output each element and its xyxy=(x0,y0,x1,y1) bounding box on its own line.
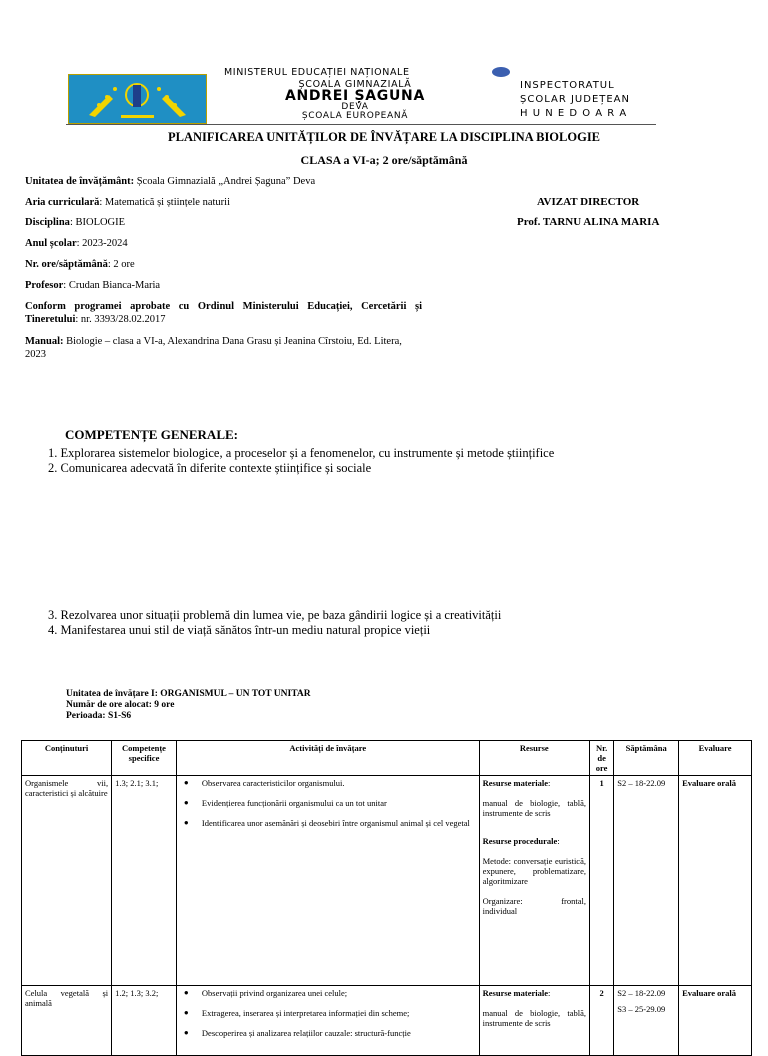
activity-item: ● Descoperirea și analizarea relațiilor cauzale: structură-funcție xyxy=(202,1028,476,1038)
col-header-resources: Resurse xyxy=(479,741,589,776)
activity-item: ● Observații privind organizarea unei celule; xyxy=(202,988,476,998)
row-week xyxy=(614,986,679,1056)
res-procedural-label: Resurse procedurale xyxy=(482,836,558,846)
info-area-label: Aria curriculară xyxy=(25,197,100,208)
info-program xyxy=(25,300,422,326)
inspectorate-line2: ȘCOLAR JUDEȚEAN xyxy=(520,94,631,105)
col-header-activities: Activități de învățare xyxy=(176,741,479,776)
info-teacher xyxy=(25,279,160,292)
info-year-value: : 2023-2024 xyxy=(76,238,128,249)
activity-item: ● Evidențierea funcționării organismului ca un tot unitar xyxy=(202,798,476,808)
row-competences: 1.3; 2.1; 3.1; xyxy=(112,776,177,986)
row-evaluation: Evaluare orală xyxy=(679,986,752,1056)
info-manual xyxy=(25,335,425,361)
competence-item: 3. Rezolvarea unor situații problemă din lumea vie, pe baza gândirii logice și a creativității xyxy=(48,608,502,622)
unit-hours: Număr de ore alocat: 9 ore xyxy=(66,700,175,710)
info-hours-value: : 2 ore xyxy=(107,259,135,270)
info-discipline-label: Disciplina xyxy=(25,217,70,228)
info-manual-label: Manual: xyxy=(25,336,64,347)
info-unit xyxy=(25,175,315,188)
ministry-name: MINISTERUL EDUCAȚIEI NAȚIONALE xyxy=(224,67,410,78)
row-hours: 1 xyxy=(589,776,613,986)
info-hours-label: Nr. ore/săptămână xyxy=(25,259,108,270)
info-year xyxy=(25,237,128,250)
col-header-competences: Competențe specifice xyxy=(112,741,177,776)
info-manual-value: Biologie – clasa a VI-a, Alexandrina Dana Grasu și Jeanina Cîrstoiu, Ed. Litera, 2023 xyxy=(25,336,402,360)
row-week-2: S3 – 25-29.09 xyxy=(617,1004,666,1014)
res-material-value: manual de biologie, tablă, instrumente de scris xyxy=(482,798,586,818)
planning-table xyxy=(21,740,752,1056)
row-evaluation: Evaluare orală xyxy=(679,776,752,986)
res-material-value: manual de biologie, tablă, instrumente de scris xyxy=(482,1008,586,1028)
info-discipline-value: : BIOLOGIE xyxy=(69,217,126,228)
page-subtitle: CLASA a VI-a; 2 ore/săptămână xyxy=(300,153,468,167)
res-methods: Metode: conversație euristică, expunere, problematizare, algoritmizare xyxy=(482,856,586,886)
info-area-value: : Matematică și științele naturii xyxy=(99,197,230,208)
row-competences: 1.2; 1.3; 3.2; xyxy=(112,986,177,1056)
col-header-evaluation: Evaluare xyxy=(679,741,752,776)
info-year-label: Anul școlar xyxy=(25,238,77,249)
activity-item: ● Identificarea unor asemănări și deosebiri între organismul animal și cel vegetal xyxy=(202,818,476,828)
col-header-hours: Nr. de ore xyxy=(589,741,613,776)
row-activities xyxy=(176,776,479,986)
activity-item: ● Extragerea, inserarea și interpretarea informației din scheme; xyxy=(202,1008,476,1018)
aviz-title: AVIZAT DIRECTOR xyxy=(537,196,640,208)
res-material-label: Resurse materiale xyxy=(482,778,549,788)
table-header-row xyxy=(22,741,752,776)
school-tag: ȘCOALA EUROPEANĂ xyxy=(301,111,409,121)
inspectorate-line3: H U N E D O A R A xyxy=(520,108,628,119)
col-header-week: Săptămâna xyxy=(614,741,679,776)
table-row xyxy=(22,986,752,1056)
info-discipline xyxy=(25,216,125,229)
row-content: Organismele vii, caracteristici și alcătuire xyxy=(22,776,112,986)
row-hours: 2 xyxy=(589,986,613,1056)
info-unit-label: Unitatea de învățământ: xyxy=(25,176,135,187)
school-name: ANDREI ȘAGUNA xyxy=(284,88,426,104)
info-program-label: Conform programei aprobate cu Ordinul Ministerului Educației, Cercetării și Tineretului xyxy=(25,301,422,325)
unit-title: Unitatea de învățare I: ORGANISMUL – UN TOT UNITAR xyxy=(66,689,311,699)
competence-item: 1. Explorarea sistemelor biologice, a proceselor și a fenomenelor, cu instrumente și metode științifice xyxy=(48,446,555,460)
res-material-label: Resurse materiale xyxy=(482,988,549,998)
table-row xyxy=(22,776,752,986)
col-header-content: Conținuturi xyxy=(22,741,112,776)
competences-title: COMPETENȚE GENERALE: xyxy=(65,427,238,442)
inspectorate-line1: INSPECTORATUL xyxy=(520,80,615,91)
info-teacher-value: : Crudan Bianca-Maria xyxy=(63,280,161,291)
activity-item: ● Observarea caracteristicilor organismului. xyxy=(202,778,476,788)
info-teacher-label: Profesor xyxy=(25,280,64,291)
row-resources: Resurse materiale: manual de biologie, tablă, instrumente de scris Resurse procedurale: Metode: conversație euristică, expunere, problematizare, algoritmizare Organizare: frontal, individual xyxy=(479,776,589,986)
aviz-director-name: Prof. TARNU ALINA MARIA xyxy=(517,216,660,228)
competence-item: 2. Comunicarea adecvată în diferite contexte științifice și sociale xyxy=(48,461,372,475)
row-content: Celula vegetală și animală xyxy=(22,986,112,1056)
info-area xyxy=(25,196,230,209)
row-week: S2 – 18-22.09 xyxy=(614,776,679,986)
row-resources: Resurse materiale: manual de biologie, tablă, instrumente de scris xyxy=(479,986,589,1056)
competence-item: 4. Manifestarea unui stil de viață sănătos într-un mediu natural propice vieții xyxy=(48,623,431,637)
school-logo xyxy=(68,74,207,124)
row-activities xyxy=(176,986,479,1056)
info-program-value: : nr. 3393/28.02.2017 xyxy=(75,314,166,325)
school-city: DEVA xyxy=(341,102,369,112)
eu-badge-icon xyxy=(492,67,510,77)
unit-period: Perioada: S1-S6 xyxy=(66,711,132,721)
page-title: PLANIFICAREA UNITĂȚILOR DE ÎNVĂȚARE LA DISCIPLINA BIOLOGIE xyxy=(167,130,601,144)
info-unit-value: Școala Gimnazială „Andrei Șaguna” Deva xyxy=(134,176,316,187)
res-organization: Organizare: frontal, individual xyxy=(482,896,586,916)
school-type: ȘCOALA GIMNAZIALĂ xyxy=(298,79,412,90)
info-hours xyxy=(25,258,135,271)
school-emblem-icon xyxy=(69,75,206,123)
row-week-1: S2 – 18-22.09 xyxy=(617,988,666,998)
